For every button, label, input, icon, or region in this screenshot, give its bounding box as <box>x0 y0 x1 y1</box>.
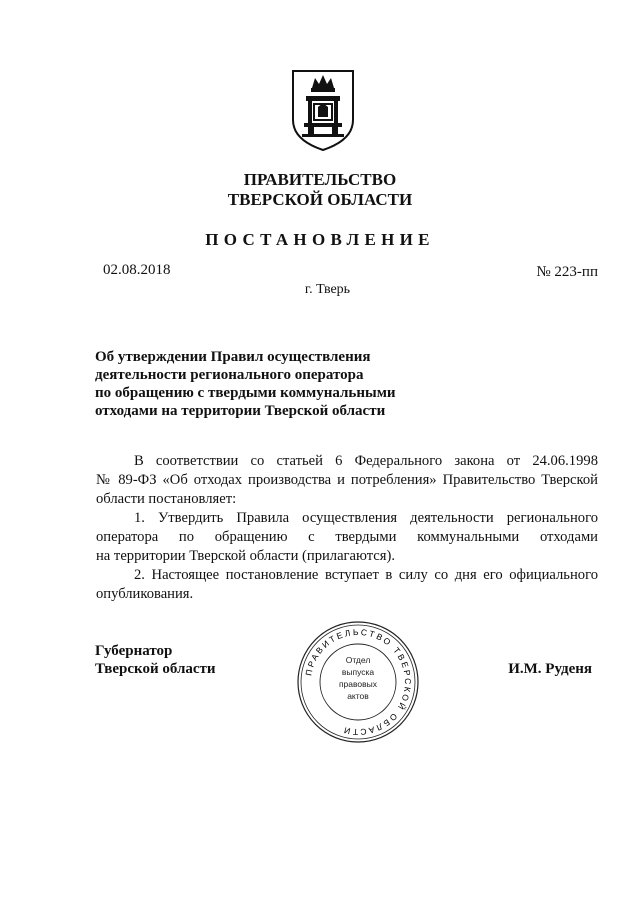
preamble-line: В соответствии со статьей 6 Федерального закона от 24.06.1998 <box>134 453 598 469</box>
government-title-line1: ПРАВИТЕЛЬСТВО <box>243 170 397 189</box>
clause-1-line: оператора по обращению с твердыми коммунальными отходами <box>96 529 598 545</box>
signatory-name: И.М. Руденя <box>508 661 592 677</box>
government-title-line2: ТВЕРСКОЙ ОБЛАСТИ <box>227 190 413 209</box>
signatory-position-line1: Губернатор <box>95 643 173 659</box>
stamp-center-line: актов <box>347 691 369 701</box>
document-title-line: деятельности регионального оператора <box>95 367 364 383</box>
document-title-line: Об утверждении Правил осуществления <box>95 349 371 365</box>
official-stamp <box>295 619 421 745</box>
preamble-line: области постановляет: <box>96 491 237 507</box>
document-number: № 223-пп <box>536 264 598 280</box>
clause-1-line: 1. Утвердить Правила осуществления деятельности регионального <box>134 510 598 526</box>
signatory-position-line2: Тверской области <box>95 661 216 677</box>
stamp-center-line: выпуска <box>341 667 375 677</box>
stamp-center-line: Отдел <box>345 655 371 665</box>
clause-1-line: на территории Тверской области (прилагаются). <box>96 548 395 564</box>
clause-2-line: 2. Настоящее постановление вступает в силу со дня его официального <box>134 567 598 583</box>
stamp-center-line: правовых <box>338 679 378 689</box>
document-city: г. Тверь <box>304 282 351 297</box>
document-type: ПОСТАНОВЛЕНИЕ <box>205 230 435 249</box>
stamp-ring-text: ПРАВИТЕЛЬСТВО ТВЕРСКОЙ ОБЛАСТИ <box>303 626 414 738</box>
document-title-line: по обращению с твердыми коммунальными <box>95 385 396 401</box>
document-title-line: отходами на территории Тверской области <box>95 403 386 419</box>
preamble-line: № 89-ФЗ «Об отходах производства и потребления» Правительство Тверской <box>96 472 598 488</box>
document-date: 02.08.2018 <box>103 262 171 278</box>
clause-2-line: опубликования. <box>96 586 194 602</box>
tver-coat-of-arms-emblem <box>290 68 356 152</box>
